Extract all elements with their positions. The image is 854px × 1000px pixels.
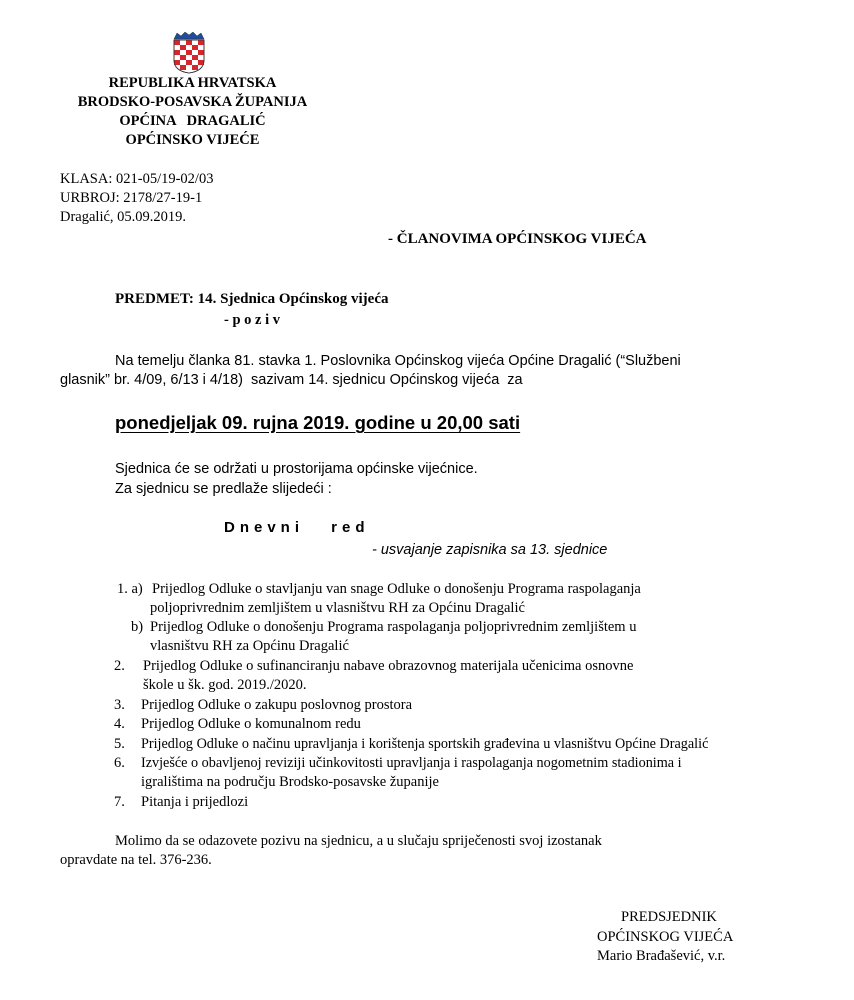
venue-line-1: Sjednica će se održati u prostorijama općinske vijećnice. — [115, 461, 478, 477]
agenda-item-text: Prijedlog Odluke o načinu upravljanja i korištenja sportskih građevina u vlasništvu Općine Dragalić — [141, 736, 709, 752]
venue-line-2: Za sjednicu se predlaže slijedeći : — [115, 481, 332, 497]
urbroj: URBROJ: 2178/27-19-1 — [60, 190, 203, 206]
agenda-item-number: 2. — [114, 658, 125, 674]
agenda-preamble: - usvajanje zapisnika sa 13. sjednice — [372, 542, 608, 558]
agenda-title: Dnevni red — [224, 519, 370, 536]
signature-title-1: PREDSJEDNIK — [621, 909, 717, 925]
closing-line-2: opravdate na tel. 376-236. — [60, 852, 212, 868]
agenda-item-number: 4. — [114, 716, 125, 732]
header-county: BRODSKO-POSAVSKA ŽUPANIJA — [77, 94, 308, 110]
agenda-item-text: poljoprivrednim zemljištem u vlasništvu RH za Općinu Dragalić — [150, 600, 525, 616]
agenda-item-text: igralištima na području Brodsko-posavske županije — [141, 774, 439, 790]
agenda-item-text: Prijedlog Odluke o donošenju Programa raspolaganja poljoprivrednim zemljištem u — [150, 619, 637, 635]
klasa: KLASA: 021-05/19-02/03 — [60, 171, 214, 187]
agenda-item-text: Izvješće o obavljenoj reviziji učinkovitosti upravljanja i raspolaganja nogometnim stadionima i — [141, 755, 682, 771]
croatian-coat-of-arms-icon — [169, 30, 209, 74]
signature-title-2: OPĆINSKOG VIJEĆA — [597, 929, 734, 945]
subject-line: PREDMET: 14. Sjednica Općinskog vijeća — [115, 291, 389, 307]
agenda-item-text: Prijedlog Odluke o zakupu poslovnog prostora — [141, 697, 413, 713]
agenda-item-number: 3. — [114, 697, 125, 713]
subject-poziv: - p o z i v — [224, 312, 280, 328]
header-republic: REPUBLIKA HRVATSKA — [108, 75, 277, 91]
agenda-item-number: 6. — [114, 755, 125, 771]
agenda-item-text: Prijedlog Odluke o komunalnom redu — [141, 716, 361, 732]
recipient: - ČLANOVIMA OPĆINSKOG VIJEĆA — [388, 231, 647, 247]
agenda-item-text: škole u šk. god. 2019./2020. — [143, 677, 307, 693]
agenda-item-number: 5. — [114, 736, 125, 752]
agenda-item-text: Prijedlog Odluke o sufinanciranju nabave obrazovnog materijala učenicima osnovne — [143, 658, 634, 674]
intro-line-2: glasnik” br. 4/09, 6/13 i 4/18) sazivam 14. sjednicu Općinskog vijeća za — [60, 372, 523, 388]
agenda-item-number: 7. — [114, 794, 125, 810]
meeting-date: ponedjeljak 09. rujna 2019. godine u 20,00 sati — [115, 412, 521, 433]
agenda-item-text: vlasništvu RH za Općinu Dragalić — [150, 638, 349, 654]
header-council: OPĆINSKO VIJEĆE — [125, 132, 260, 148]
agenda-item-number: 1. a) — [117, 581, 143, 597]
header-municipality: OPĆINA DRAGALIĆ — [119, 113, 266, 129]
intro-line-1: Na temelju članka 81. stavka 1. Poslovnika Općinskog vijeća Općine Dragalić (“Službeni — [115, 353, 681, 369]
agenda-item-text: Pitanja i prijedlozi — [141, 794, 249, 810]
document-date: Dragalić, 05.09.2019. — [60, 209, 187, 225]
signature-name: Mario Brađašević, v.r. — [597, 948, 726, 964]
closing-line-1: Molimo da se odazovete pozivu na sjednicu, a u slučaju spriječenosti svoj izostanak — [115, 833, 602, 849]
agenda-item-number: b) — [131, 619, 144, 635]
agenda-item-text: Prijedlog Odluke o stavljanju van snage Odluke o donošenju Programa raspolaganja — [152, 581, 641, 597]
